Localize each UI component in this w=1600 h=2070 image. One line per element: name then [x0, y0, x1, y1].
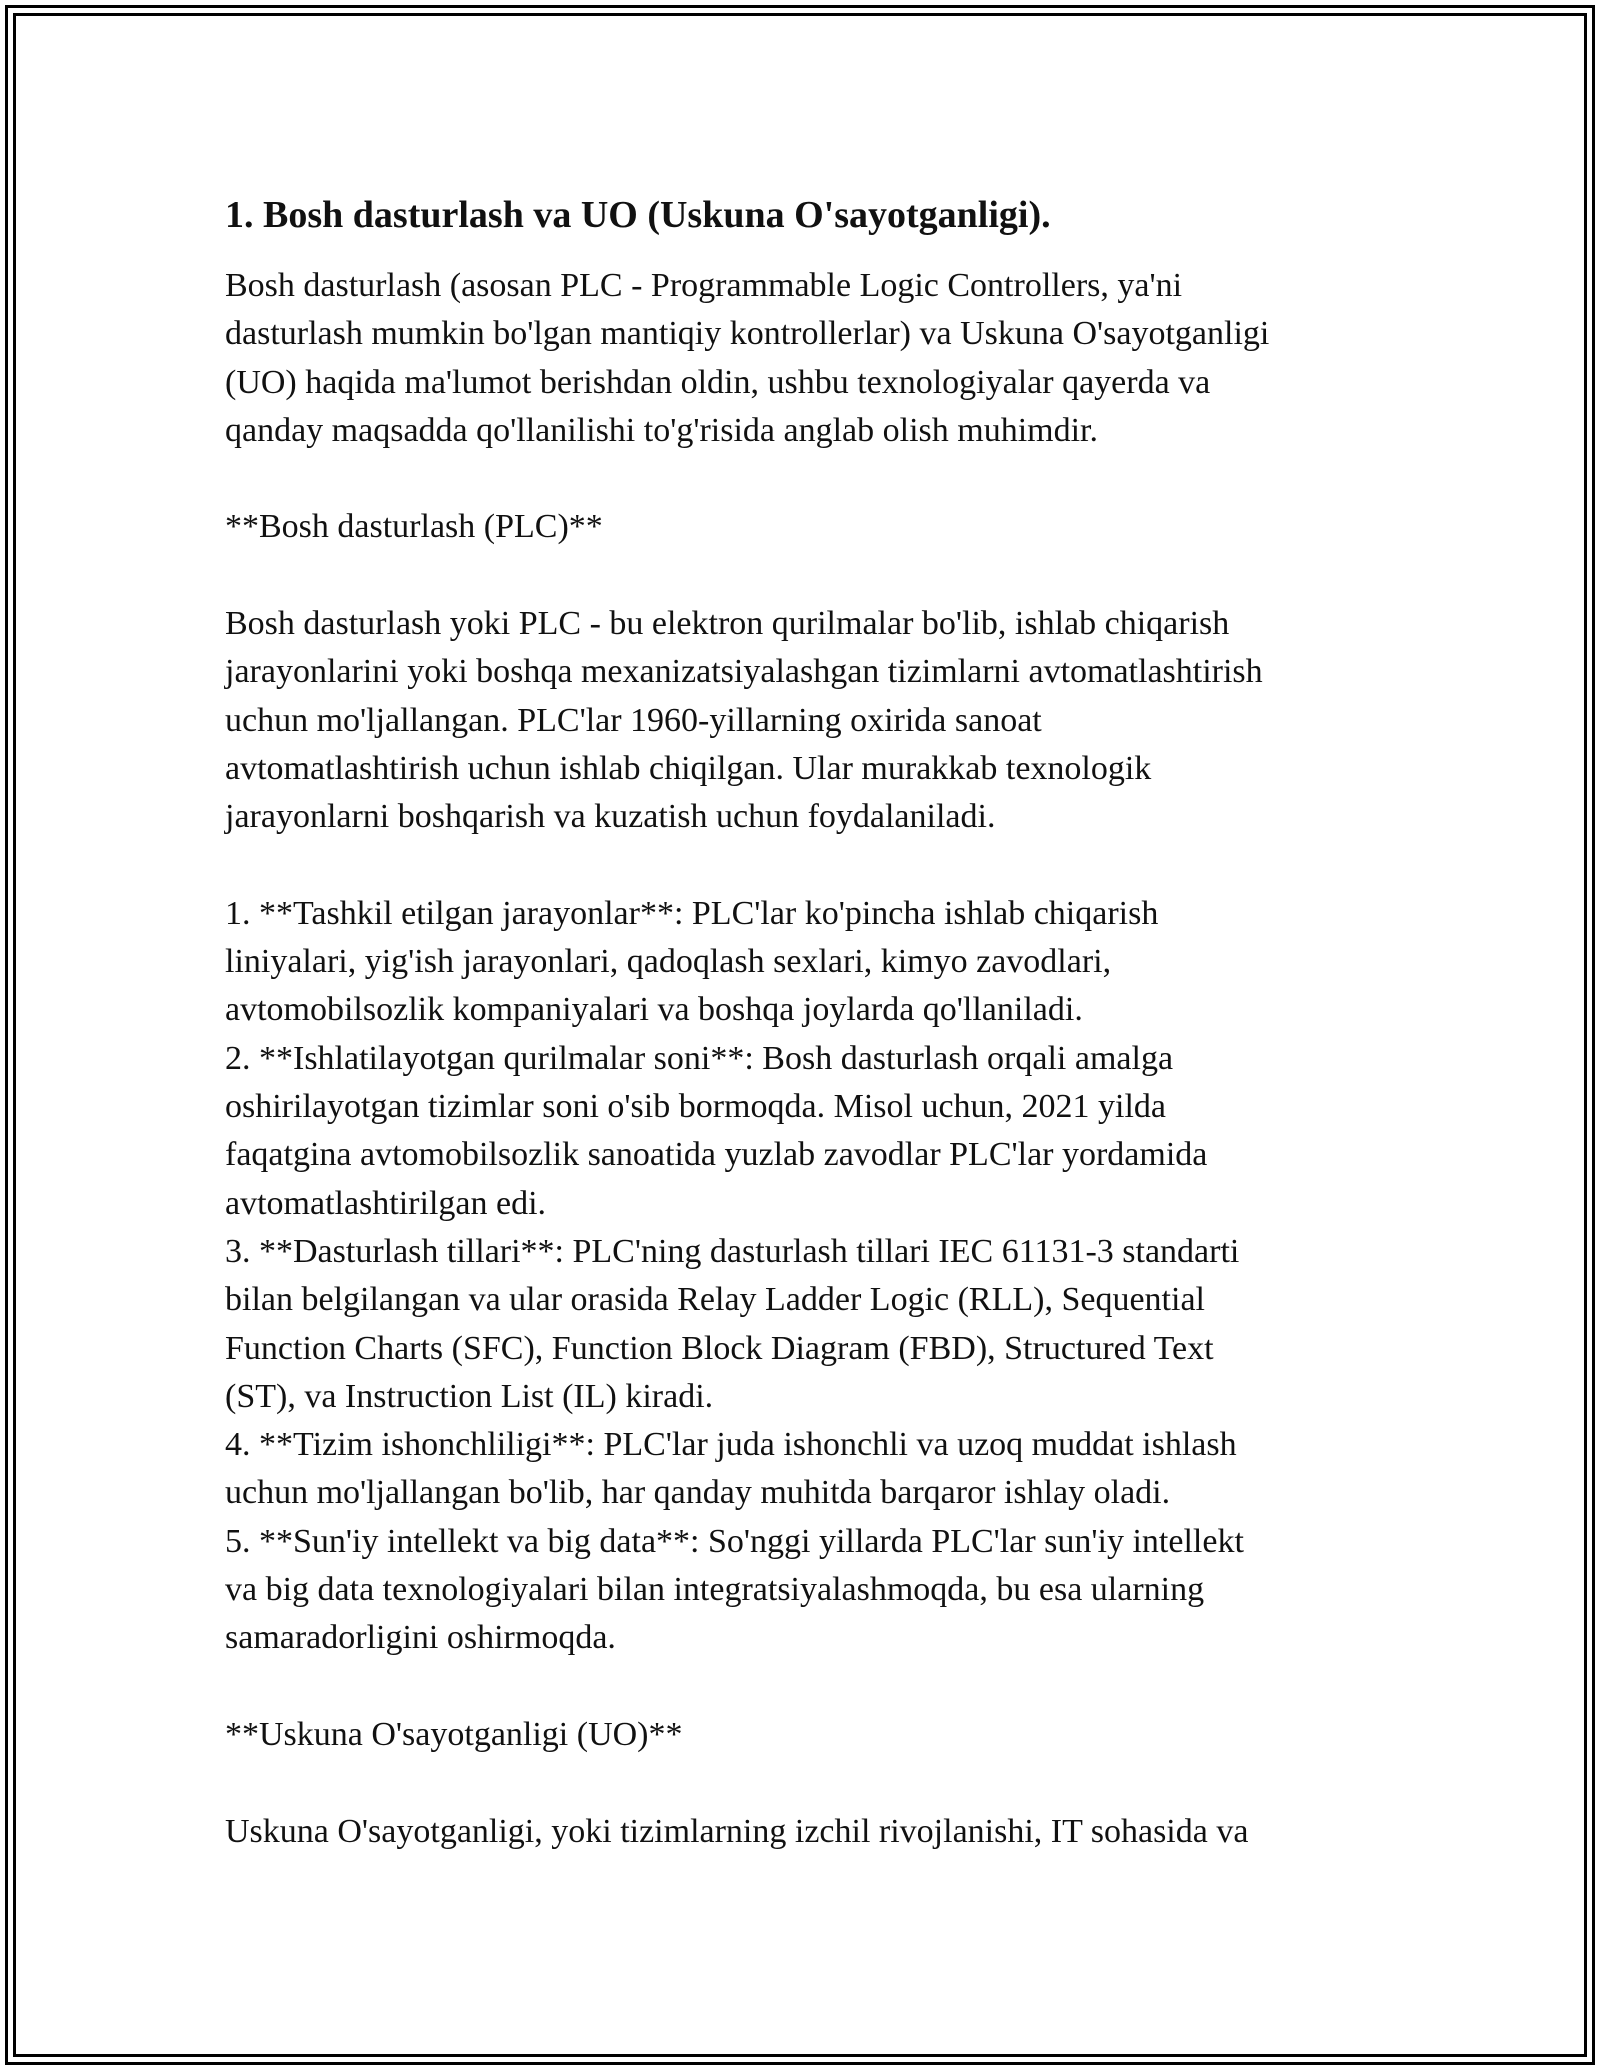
- document-body: [225, 188, 1395, 1856]
- paragraph-spacer: [225, 1663, 1395, 1711]
- paragraph-spacer: [225, 552, 1395, 600]
- page-title: 1. Bosh dasturlash va UO (Uskuna O'sayotganligi).: [225, 194, 1051, 236]
- plc-paragraph: Bosh dasturlash yoki PLC - bu elektron qurilmalar bo'lib, ishlab chiqarish jarayonlarini yoki boshqa mexanizatsiyalashgan tizimlarni avtomatlashtirish uchun mo'ljallangan. PLC'lar 1960-yillarning oxirida sanoat avtomatlashtirish uchun ishlab chiqilgan. Ular murakkab texnologik jarayonlarni boshqarish va kuzatish uchun foydalaniladi.: [225, 605, 1263, 836]
- list-item: 2. **Ishlatilayotgan qurilmalar soni**: Bosh dasturlash orqali amalga oshirilayotgan tizimlar soni o'sib bormoqda. Misol uchun, 2021 yilda faqatgina avtomobilsozlik sanoatida yuzlab zavodlar PLC'lar yordamida avtomatlashtirilgan edi.: [225, 1039, 1208, 1222]
- intro-paragraph: Bosh dasturlash (asosan PLC - Programmable Logic Controllers, ya'ni dasturlash mumkin bo'lgan mantiqiy kontrollerlar) va Uskuna O'sayotganligi (UO) haqida ma'lumot berishdan oldin, ushbu texnologiyalar qayerda va qanday maqsadda qo'llanilishi to'g'risida anglab olish muhimdir.: [225, 267, 1270, 449]
- list-item: 3. **Dasturlash tillari**: PLC'ning dasturlash tillari IEC 61131-3 standarti bilan belgilangan va ular orasida Relay Ladder Logic (RLL), Sequential Function Charts (SFC), Function Block Diagram (FBD), Structured Text (ST), va Instruction List (IL) kiradi.: [225, 1232, 1240, 1415]
- list-item: 4. **Tizim ishonchliligi**: PLC'lar juda ishonchli va uzoq muddat ishlash uchun mo'ljallangan bo'lib, har qanday muhitda barqaror ishlay oladi.: [225, 1426, 1237, 1512]
- uo-paragraph: Uskuna O'sayotganligi, yoki tizimlarning izchil rivojlanishi, IT sohasida va: [225, 1812, 1249, 1850]
- uo-section-heading: **Uskuna O'sayotganligi (UO)**: [225, 1715, 683, 1753]
- list-item: 5. **Sun'iy intellekt va big data**: So'nggi yillarda PLC'lar sun'iy intellekt va big data texnologiyalari bilan integratsiyalashmoqda, bu esa ularning samaradorligini oshirmoqda.: [225, 1522, 1244, 1657]
- paragraph-spacer: [225, 1759, 1395, 1807]
- paragraph-spacer: [225, 842, 1395, 890]
- list-item: 1. **Tashkil etilgan jarayonlar**: PLC'lar ko'pincha ishlab chiqarish liniyalari, yig'ish jarayonlari, qadoqlash sexlari, kimyo zavodlari, avtomobilsozlik kompaniyalari va boshqa joylarda qo'llaniladi.: [225, 894, 1159, 1029]
- plc-numbered-list: [225, 890, 1395, 1663]
- plc-section-heading: **Bosh dasturlash (PLC)**: [225, 508, 603, 546]
- paragraph-spacer: [225, 455, 1395, 503]
